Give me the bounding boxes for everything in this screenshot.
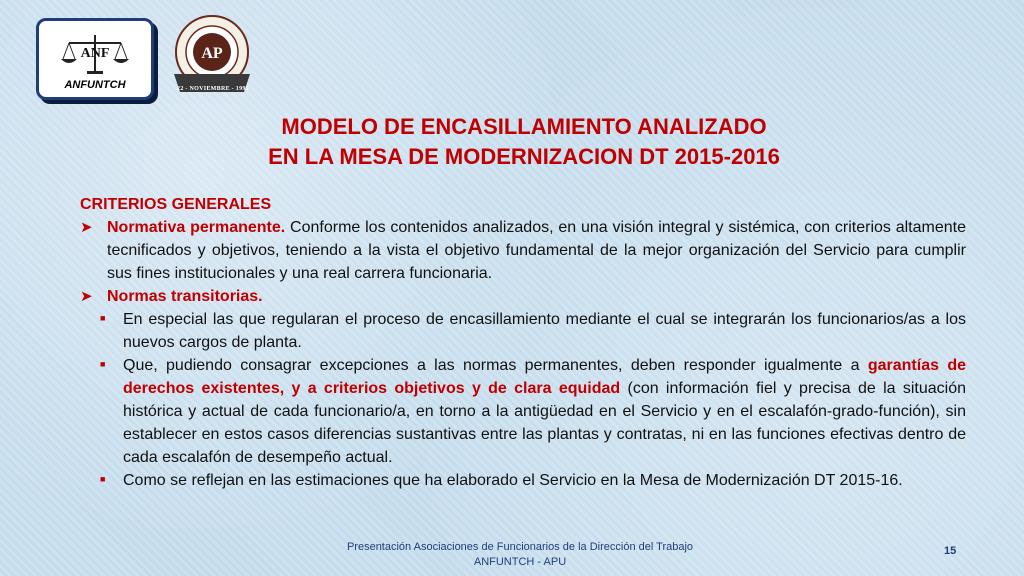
seal-emblem-icon bbox=[160, 14, 262, 96]
square-bullet-icon: ■ bbox=[100, 313, 106, 323]
sub-bullet-text-pre: Que, pudiendo consagrar excepciones a las normas permanentes, deben responder igualmente a bbox=[123, 357, 868, 374]
sub-bullet-3 bbox=[80, 469, 966, 492]
square-bullet-icon: ■ bbox=[100, 474, 106, 484]
slide-content bbox=[80, 193, 966, 492]
arrow-bullet-icon: ➤ bbox=[80, 288, 93, 305]
svg-text:ANF: ANF bbox=[80, 46, 110, 61]
anfuntch-logo bbox=[36, 18, 154, 100]
sub-bullet-text: En especial las que regularan el proceso de encasillamiento mediante el cual se integrarán los funcionarios/as a los nuevos cargos de planta. bbox=[123, 311, 966, 351]
apu-seal-logo bbox=[160, 14, 262, 96]
bullet-text: Conforme los contenidos analizados, en una visión integral y sistémica, con criterios altamente tecnificados y objetivos, teniendo a la vista el objetivo fundamental de la mejor organización del Servicio para cumplir sus fines institucionales y una real carrera funcionaria. bbox=[107, 219, 966, 282]
bullet-normativa bbox=[80, 216, 966, 285]
bullet-label: Normas transitorias. bbox=[107, 288, 263, 305]
seal-date-text: 22 - NOVIEMBRE - 1995 bbox=[177, 86, 249, 92]
sub-bullet-text: Como se reflejan en las estimaciones que ha elaborado el Servicio en la Mesa de Modernización DT 2015-16. bbox=[123, 472, 903, 489]
section-heading: CRITERIOS GENERALES bbox=[80, 196, 272, 213]
bullet-label: Normativa permanente. bbox=[107, 219, 286, 236]
page-title-line-2: EN LA MESA DE MODERNIZACION DT 2015-2016 bbox=[268, 144, 780, 169]
anfuntch-logo-text: ANFUNTCH bbox=[64, 79, 126, 91]
footer-line-2: ANFUNTCH - APU bbox=[473, 556, 567, 568]
sub-bullet-2 bbox=[80, 354, 966, 469]
bullet-transitorias bbox=[80, 285, 966, 308]
sub-bullet-text-post: (con información fiel y precisa de la situación histórica y actual de cada funcionario/a, en torno a la antigüedad en el Servicio y en el escalafón-grado-función), sin establecer en estos casos diferencias sustantivas entre las plantas y contratas, ni en las funciones efectivas dentro de cada escalafón de desempeño actual. bbox=[123, 380, 966, 466]
square-bullet-icon: ■ bbox=[100, 359, 106, 369]
svg-text:AP: AP bbox=[201, 45, 223, 62]
footer-line-1: Presentación Asociaciones de Funcionarios de la Dirección del Trabajo bbox=[346, 541, 694, 553]
page-title-line-1: MODELO DE ENCASILLAMIENTO ANALIZADO bbox=[281, 114, 767, 139]
arrow-bullet-icon: ➤ bbox=[80, 219, 93, 236]
page-number: 15 bbox=[944, 545, 957, 557]
sub-bullet-1 bbox=[80, 308, 966, 354]
sub-bullet-bold: garantías de derechos existentes, y a criterios objetivos y de clara equidad bbox=[123, 357, 967, 397]
